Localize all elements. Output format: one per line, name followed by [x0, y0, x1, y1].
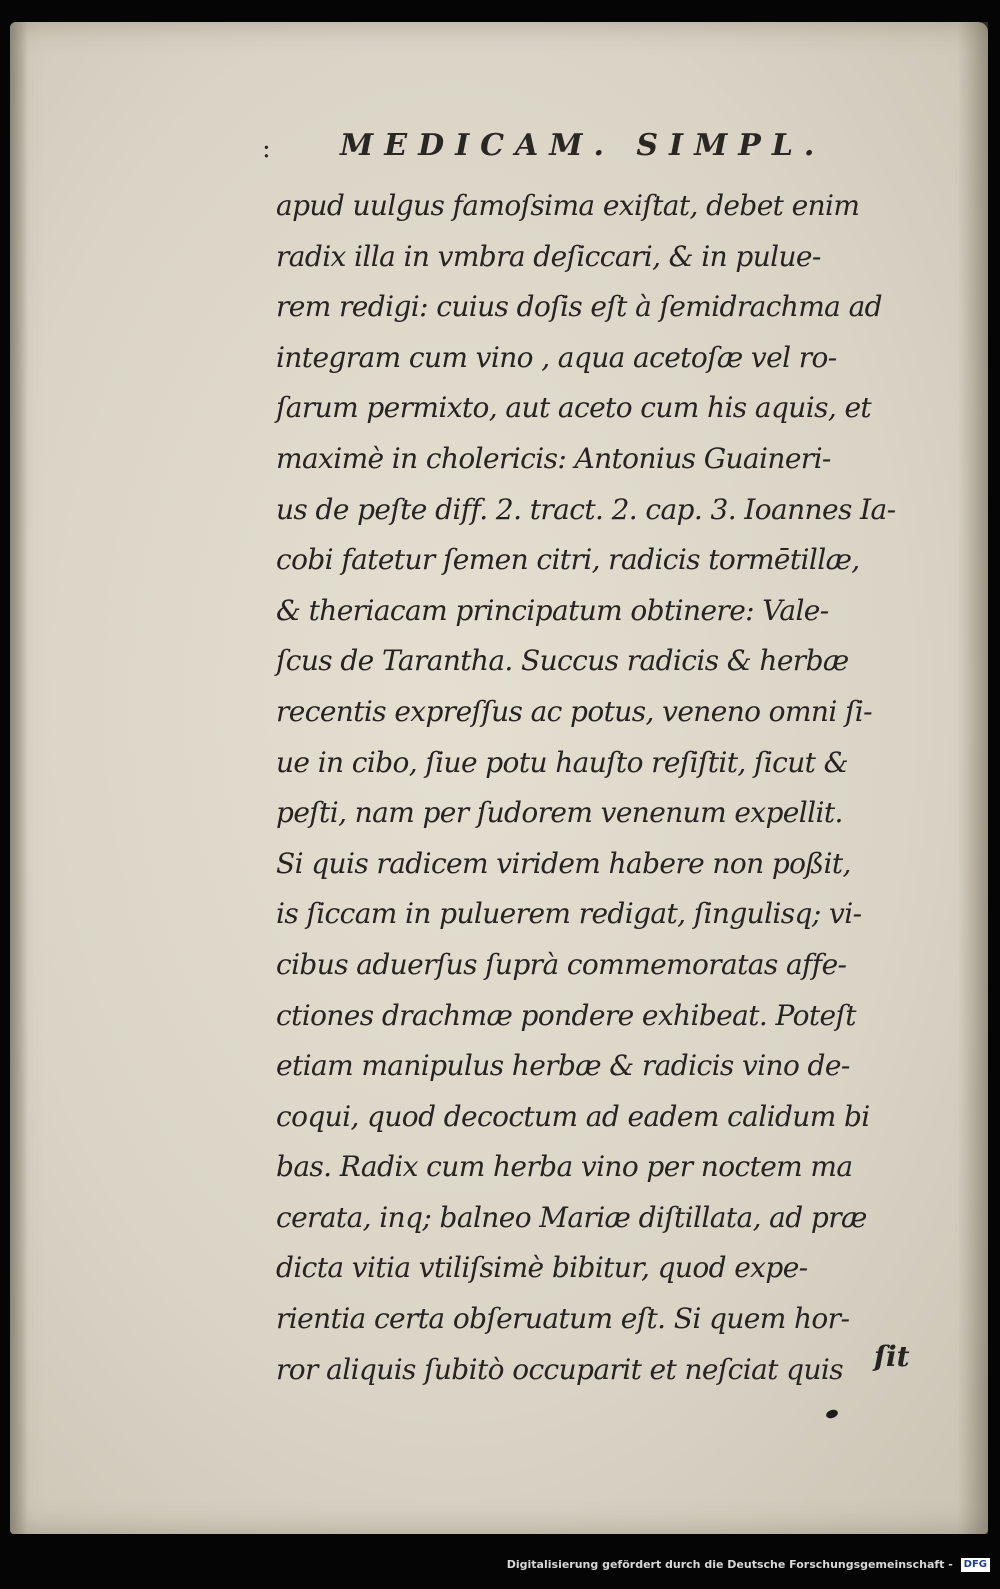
text-line: maximè in cholericis: Antonius Guaineri-: [276, 441, 831, 475]
text-line: integram cum vino , aqua acetoſæ vel ro-: [276, 340, 837, 374]
dfg-logo: DFG: [961, 1558, 990, 1572]
text-line: rientia certa obſeruatum eſt. Si quem hor-: [276, 1302, 850, 1336]
text-line: is ſiccam in puluerem redigat, ſingulisq; vi-: [276, 897, 862, 931]
page-gutter-shadow: [10, 22, 28, 1534]
catchword: ſit: [874, 1340, 910, 1373]
text-line: dicta vitia vtiliſsimè bibitur, quod expe-: [276, 1251, 808, 1285]
text-line: & theriacam principatum obtinere: Vale-: [276, 593, 829, 627]
text-line: cerata, inq; balneo Mariæ diſtillata, ad præ: [276, 1200, 867, 1234]
footer-credit: [507, 1554, 990, 1576]
text-line: bas. Radix cum herba vino per noctem ma: [276, 1150, 853, 1184]
text-line: cobi fatetur ſemen citri, radicis tormētillæ,: [276, 543, 860, 577]
text-block: [276, 181, 926, 1395]
text-line: ue in cibo, ſiue potu hauſto reſiſtit, ſicut &: [276, 745, 848, 779]
running-head: MEDICAM. SIMPL.: [340, 128, 826, 163]
text-line: etiam manipulus herbæ & radicis vino de-: [276, 1049, 850, 1083]
text-line: apud uulgus famoſsima exiſtat, debet enim: [276, 189, 860, 222]
text-line: us de peſte diff. 2. tract. 2. cap. 3. Ioannes Ia-: [276, 492, 896, 526]
text-line: ror aliquis ſubitò occuparit et neſciat quis: [276, 1352, 844, 1386]
text-line: coqui, quod decoctum ad eadem calidum bi: [276, 1099, 870, 1133]
footer-credit-text: Digitalisierung gefördert durch die Deutsche Forschungsgemeinschaft -: [506, 1558, 953, 1571]
text-line: peſti, nam per ſudorem venenum expellit.: [276, 796, 843, 830]
text-line: Si quis radicem viridem habere non poßit,: [276, 846, 851, 880]
text-line: rem redigi: cuius doſis eſt à ſemidrachma ad: [276, 290, 882, 324]
text-line: radix illa in vmbra deſiccari, & in pulue-: [276, 239, 821, 273]
page-mark: :: [262, 134, 271, 164]
page-edge-shadow: [958, 22, 988, 1534]
text-line: cibus aduerſus ſuprà commemoratas affe-: [276, 947, 847, 981]
text-line: ſarum permixto, aut aceto cum his aquis, et: [276, 391, 872, 425]
text-line: ſcus de Tarantha. Succus radicis & herbæ: [276, 644, 849, 678]
text-line: recentis expreſſus ac potus, veneno omni ſi-: [276, 694, 872, 728]
text-line: ctiones drachmæ pondere exhibeat. Poteſt: [276, 998, 856, 1032]
